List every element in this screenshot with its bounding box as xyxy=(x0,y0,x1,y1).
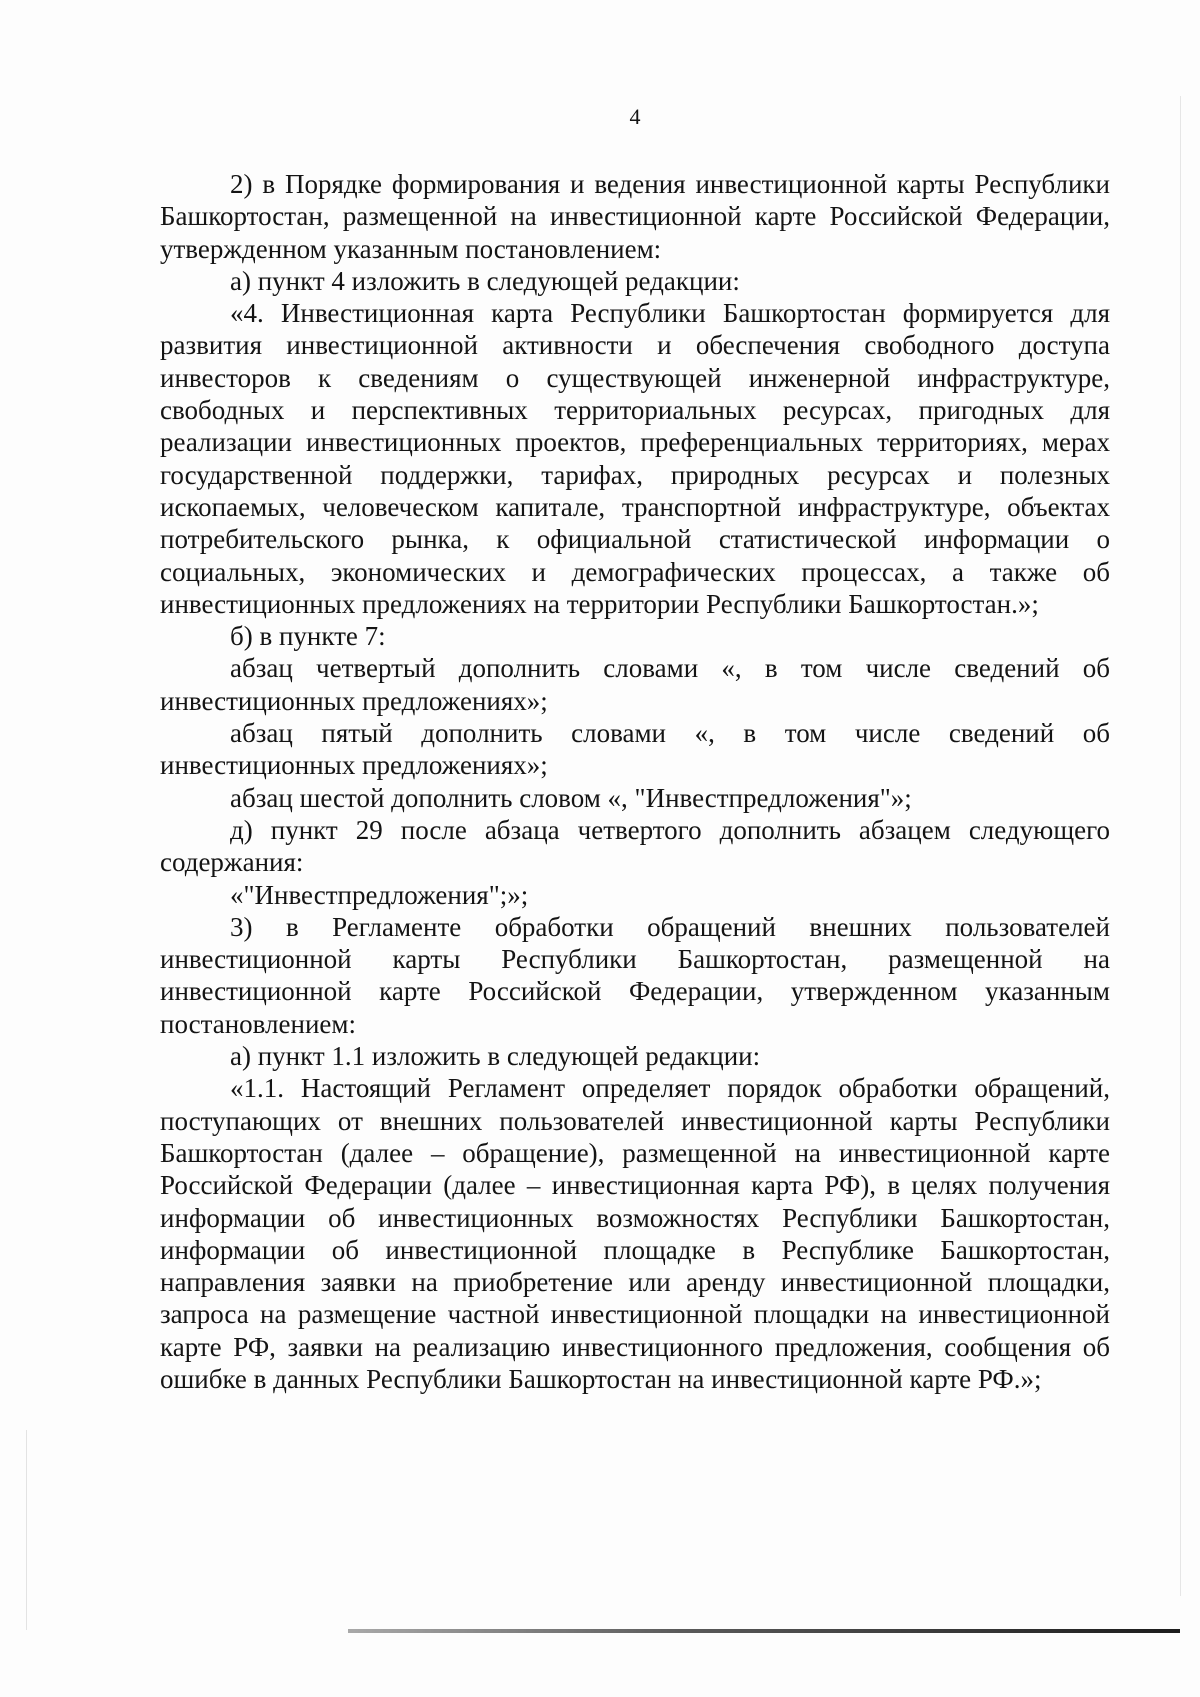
paragraph-abzac-6: абзац шестой дополнить словом «, "Инвестпредложения"»; xyxy=(230,782,912,813)
scan-edge-line-left xyxy=(26,1430,27,1630)
paragraph-abzac-4: абзац четвертый дополнить словами «, в том числе сведений об инвестиционных предложениях»; xyxy=(160,653,1110,716)
paragraph-quote-investpredlozheniya: «"Инвестпредложения";»; xyxy=(230,879,529,910)
paragraph-item-3-intro: 3) в Регламенте обработки обращений внешних пользователей инвестиционной карты Республики Башкортостан, размещенной на инвестиционной карте Российской Федерации, утвержденном указанным постановлением: xyxy=(160,911,1110,1039)
paragraph-subitem-b: б) в пункте 7: xyxy=(230,621,386,652)
scan-edge-line xyxy=(1180,96,1181,1596)
document-body xyxy=(160,168,1110,1395)
bottom-rule xyxy=(348,1629,1180,1633)
paragraph-item-2-intro: 2) в Порядке формирования и ведения инвестиционной карты Республики Башкортостан, размещенной на инвестиционной карте Российской Федерации, утвержденном указанным постановлением: xyxy=(160,169,1110,264)
paragraph-subitem-d: д) пункт 29 после абзаца четвертого дополнить абзацем следующего содержания: xyxy=(160,814,1110,878)
page-number: 4 xyxy=(629,104,641,129)
paragraph-subitem-a: а) пункт 4 изложить в следующей редакции: xyxy=(230,265,740,296)
paragraph-quote-point-1-1: «1.1. Настоящий Регламент определяет порядок обработки обращений, поступающих от внешних пользователей инвестиционной карты Республики Башкортостан (далее – обращение), размещенной на инвестиционной карте Российской Федерации (далее – инвестиционная карта РФ), в целях получения информации об инвестиционных возможностях Республики Башкортостан, информации об инвестиционной площадке в Республике Башкортостан, направления заявки на приобретение или аренду инвестиционной площадки, запроса на размещение частной инвестиционной площадки на инвестиционной карте РФ, заявки на реализацию инвестиционного предложения, сообщения об ошибке в данных Республики Башкортостан на инвестиционной карте РФ.»; xyxy=(160,1073,1110,1394)
paragraph-abzac-5: абзац пятый дополнить словами «, в том числе сведений об инвестиционных предложениях»; xyxy=(160,718,1110,781)
paragraph-quote-point-4: «4. Инвестиционная карта Республики Башкортостан формируется для развития инвестиционной активности и обеспечения свободного доступа инвесторов к сведениям о существующей инженерной инфраструктуре, свободных и перспективных территориальных ресурсах, пригодных для реализации инвестиционных проектов, преференциальных территориях, мерах государственной поддержки, тарифах, природных ресурсах и полезных ископаемых, человеческом капитале, транспортной инфраструктуре, объектах потребительского рынка, к официальной статистической информации о социальных, экономических и демографических процессах, а также об инвестиционных предложениях на территории Республики Башкортостан.»; xyxy=(160,298,1110,619)
paragraph-subitem-a-2: а) пункт 1.1 изложить в следующей редакции: xyxy=(230,1041,761,1072)
